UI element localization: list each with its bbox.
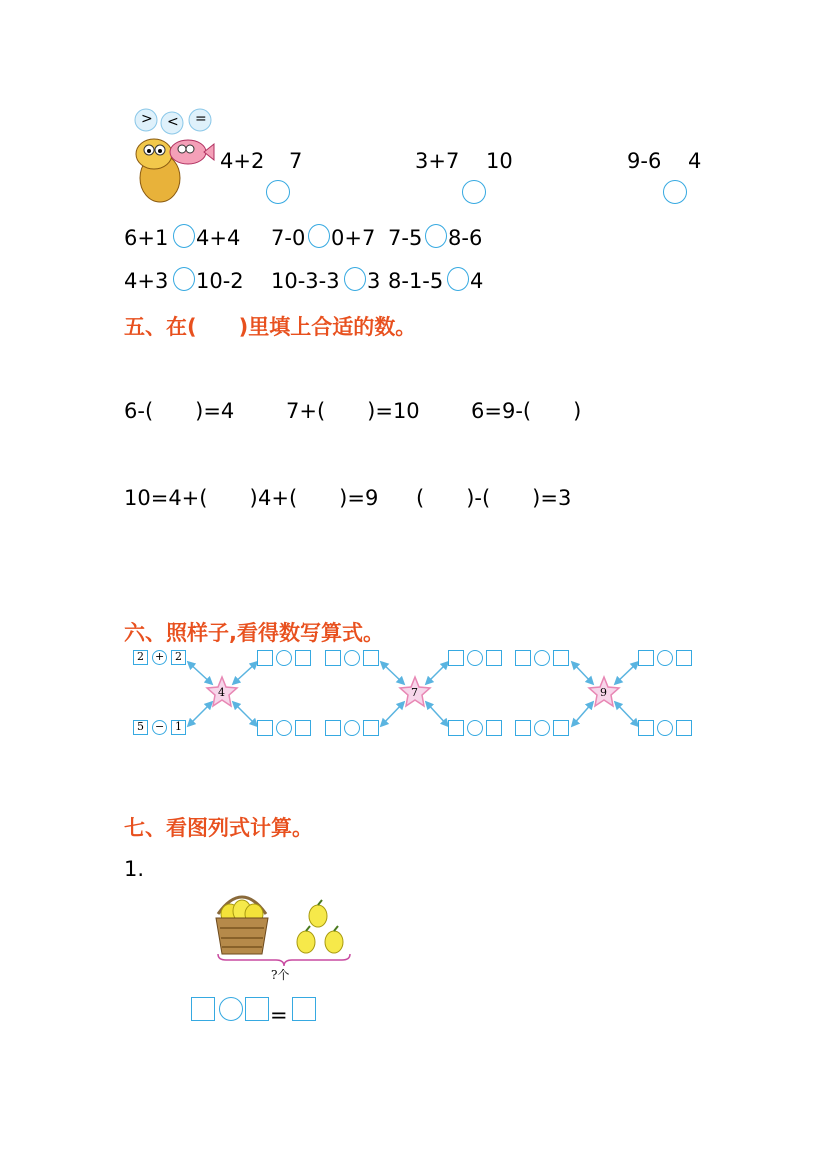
item-number: 1. [124,857,145,881]
example-bottom-a: 5 [137,720,144,733]
example-top-a: 2 [137,650,144,663]
fill-blank-eq: 7+( )=10 [286,399,420,423]
compare-answer-circle[interactable] [344,267,366,291]
arrow [188,662,212,684]
section7-heading: 七、看图列式计算。 [124,816,313,840]
compare-answer-circle[interactable] [447,267,469,291]
compare-r3-right-1: 10-2 [196,269,244,293]
compare-r2-right-1: 4+4 [196,226,241,250]
compare-answer-circle[interactable] [308,224,330,248]
compare-r2-left-1: 6+1 [124,226,169,250]
fill-blank-eq: 6=9-( ) [471,399,582,423]
answer-box[interactable] [325,720,341,736]
fill-blank-eq: ( )-( )=3 [416,486,572,510]
answer-box[interactable] [363,720,379,736]
answer-op-circle[interactable] [219,997,243,1021]
answer-box[interactable] [363,650,379,666]
section6-heading: 六、照样子,看得数写算式。 [124,621,384,645]
answer-box[interactable] [638,650,654,666]
answer-box[interactable] [448,650,464,666]
answer-box[interactable] [486,720,502,736]
arrow [381,702,404,726]
answer-op-circle[interactable] [657,650,673,666]
compare-r3-left-1: 4+3 [124,269,169,293]
compare-r1-left-3: 9-6 [627,149,662,173]
compare-answer-circle[interactable] [663,180,687,204]
answer-box[interactable] [257,720,273,736]
answer-box[interactable] [676,650,692,666]
answer-op-circle[interactable] [467,720,483,736]
symbol-equal: = [195,111,207,127]
arrow [426,662,448,684]
arrow [381,662,404,684]
star-number: 4 [218,686,225,699]
symbol-greater: > [141,111,153,127]
answer-box[interactable] [553,720,569,736]
answer-op-circle[interactable] [344,650,360,666]
example-top-op: + [155,650,165,663]
answer-box[interactable] [325,650,341,666]
answer-box[interactable] [553,650,569,666]
arrow [572,662,593,684]
compare-r1-left-2: 3+7 [415,149,460,173]
answer-box[interactable] [295,650,311,666]
arrow [233,702,257,726]
compare-answer-circle[interactable] [462,180,486,204]
answer-op-circle[interactable] [657,720,673,736]
compare-answer-circle[interactable] [173,267,195,291]
compare-r3-right-2: 3 [367,269,381,293]
answer-box[interactable] [245,997,269,1021]
compare-r1-left-1: 4+2 [220,149,265,173]
example-top-b: 2 [175,650,182,663]
answer-box[interactable] [295,720,311,736]
compare-r3-left-3: 8-1-5 [388,269,444,293]
answer-op-circle[interactable] [534,720,550,736]
section5-heading: 五、在( )里填上合适的数。 [124,315,417,339]
answer-box[interactable] [257,650,273,666]
compare-answer-circle[interactable] [266,180,290,204]
answer-box[interactable] [515,720,531,736]
arrow [615,702,638,726]
fill-blank-eq: 6-( )=4 [124,399,235,423]
answer-box[interactable] [515,650,531,666]
example-bottom-op: − [155,720,165,733]
answer-op-circle[interactable] [344,720,360,736]
fill-blank-eq: 10=4+( ) [124,486,258,510]
arrow [188,702,212,726]
compare-r1-right-2: 10 [486,149,513,173]
compare-r2-left-3: 7-5 [388,226,423,250]
answer-op-circle[interactable] [534,650,550,666]
compare-r2-left-2: 7-0 [271,226,306,250]
compare-r1-right-3: 4 [688,149,702,173]
answer-box[interactable] [486,650,502,666]
fill-blank-eq: 4+( )=9 [258,486,379,510]
arrow [615,662,638,684]
compare-r2-right-3: 8-6 [448,226,483,250]
arrow [426,702,448,726]
arrow [572,702,593,726]
equals-sign: = [270,1003,288,1027]
compare-r2-right-2: 0+7 [331,226,376,250]
answer-box[interactable] [191,997,215,1021]
answer-box[interactable] [638,720,654,736]
pear-basket-illustration [212,884,354,960]
compare-r3-right-3: 4 [470,269,484,293]
compare-answer-circle[interactable] [173,224,195,248]
compare-r1-right-1: 7 [289,149,303,173]
answer-box[interactable] [292,997,316,1021]
compare-r3-left-2: 10-3-3 [271,269,340,293]
answer-op-circle[interactable] [276,650,292,666]
example-bottom-b: 1 [175,720,182,733]
symbol-less: < [167,114,179,130]
answer-box[interactable] [676,720,692,736]
compare-answer-circle[interactable] [425,224,447,248]
answer-box[interactable] [448,720,464,736]
answer-op-circle[interactable] [467,650,483,666]
arrow [233,662,257,684]
brace-label: ?个 [271,968,290,982]
star-number: 7 [411,686,418,699]
star-number: 9 [600,686,607,699]
answer-op-circle[interactable] [276,720,292,736]
